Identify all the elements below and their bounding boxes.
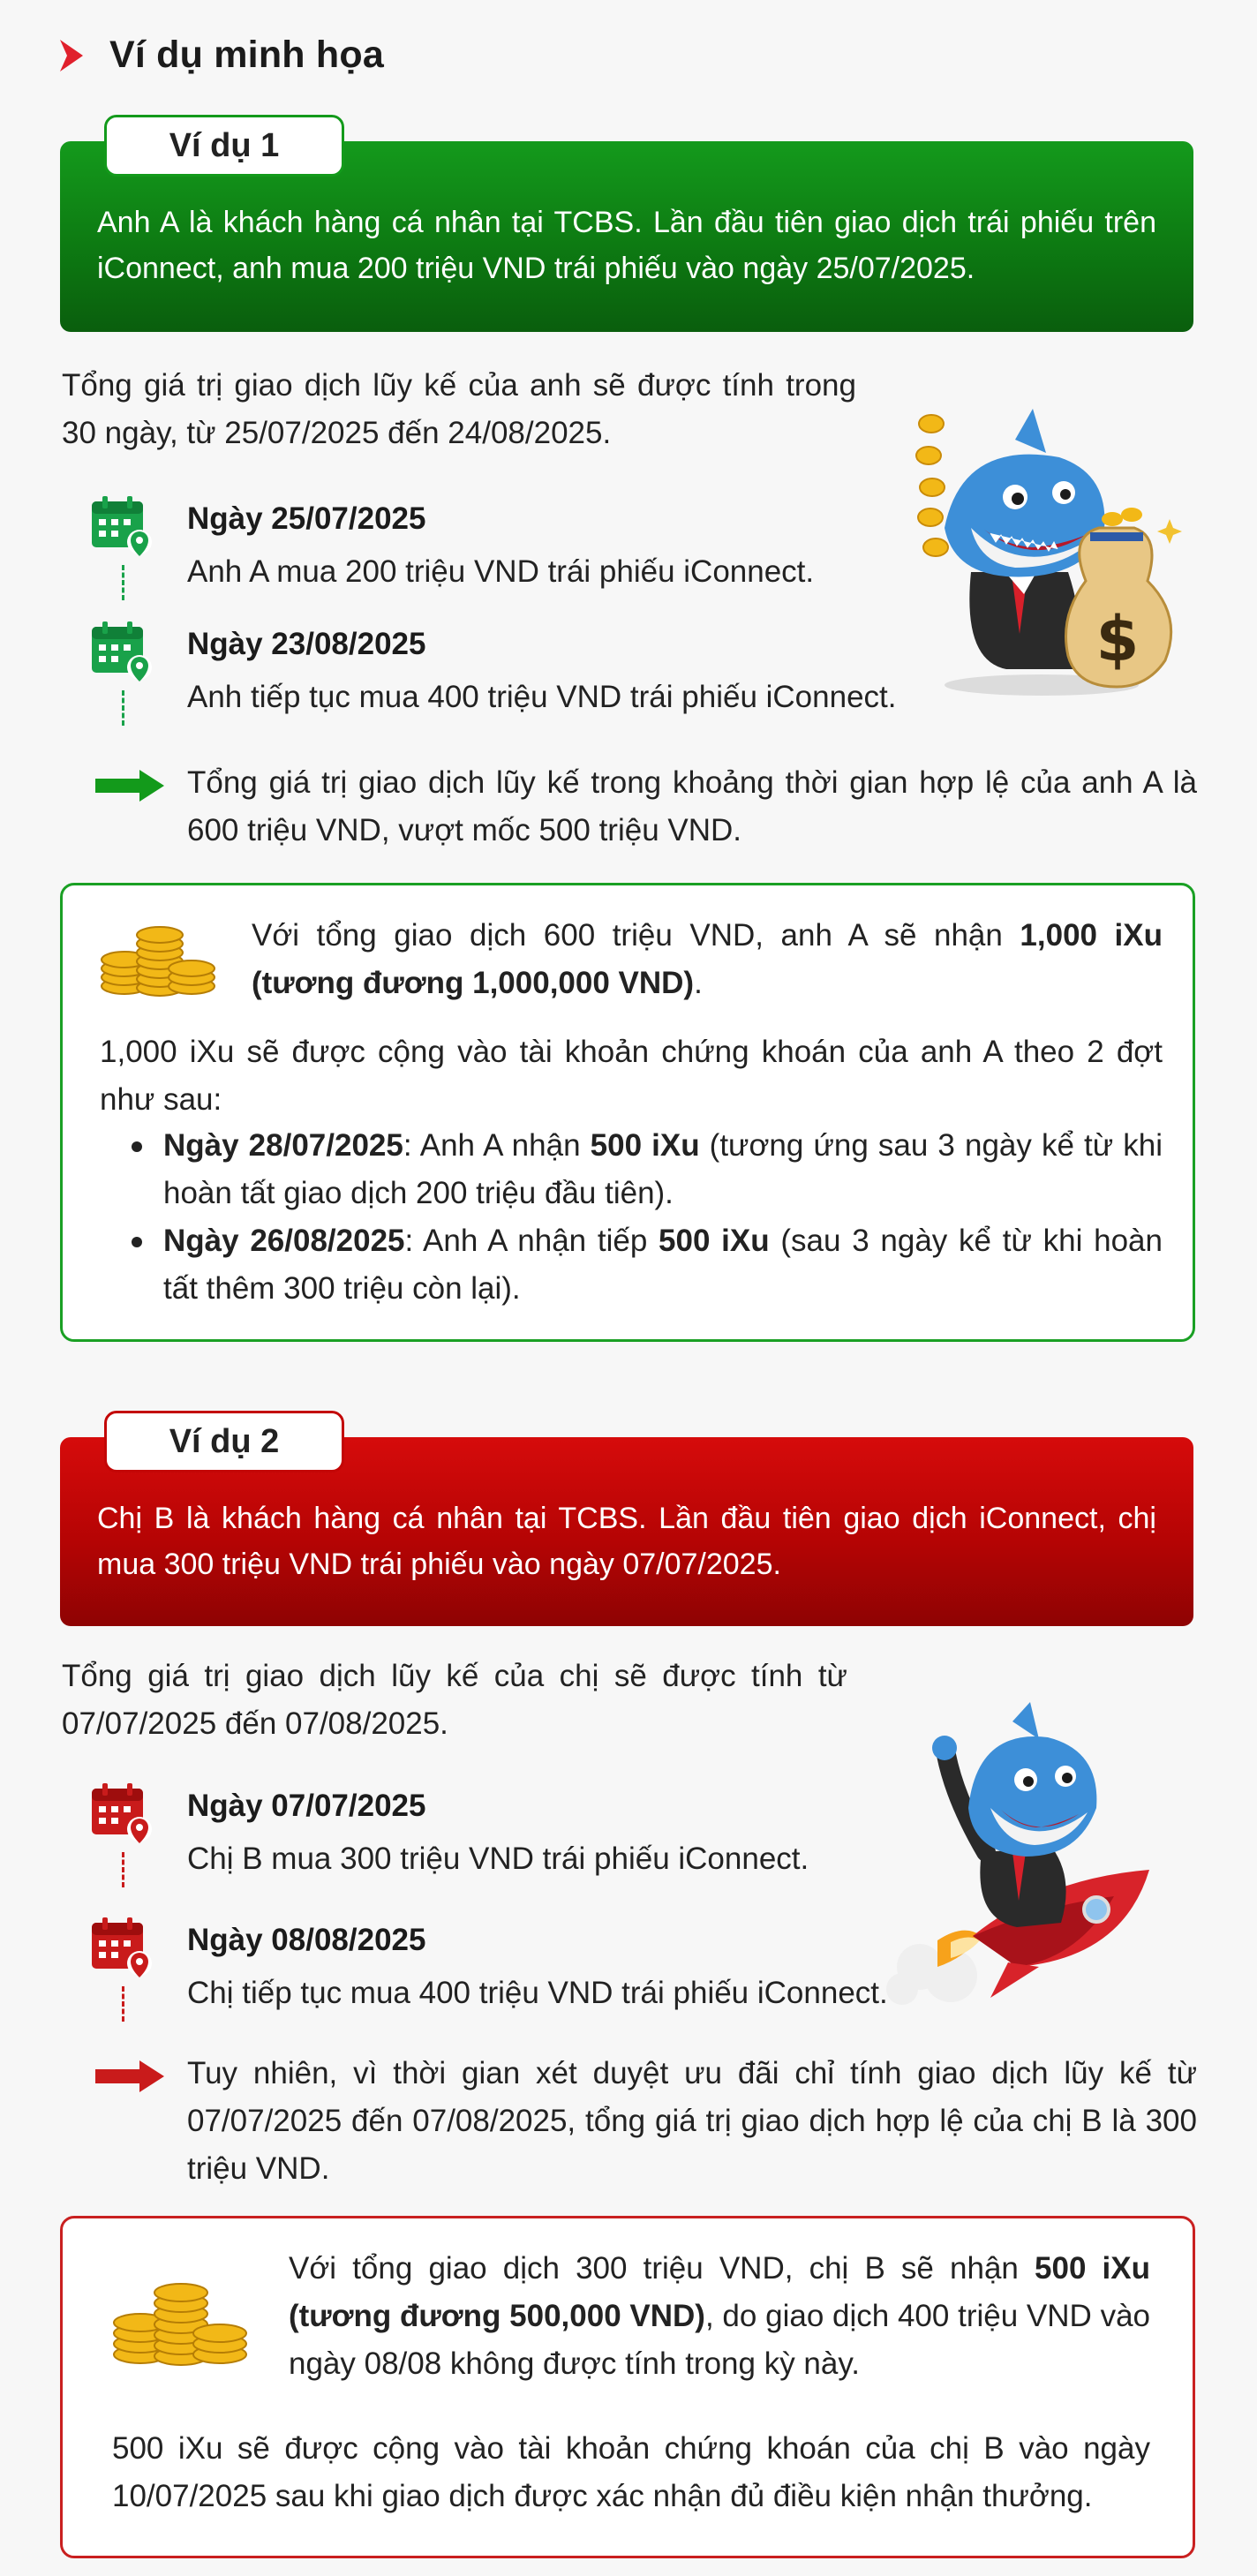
timeline-date: Ngày 07/07/2025	[187, 1789, 426, 1823]
calendar-icon	[88, 493, 155, 560]
timeline-desc: Chị B mua 300 triệu VND trái phiếu iConnect.	[187, 1842, 809, 1876]
reward-amount: 500 iXu (tương đương 500,000 VND)	[289, 2251, 1150, 2333]
example-1-banner	[60, 127, 1193, 332]
arrow-right-icon	[94, 768, 166, 803]
timeline-date: Ngày 08/08/2025	[187, 1923, 426, 1957]
list-item: Ngày 28/07/2025: Anh A nhận 500 iXu (tương ứng sau 3 ngày kể từ khi hoàn tất giao dịch 200 triệu đầu tiên).	[128, 1122, 1163, 1217]
example-2-tab: Ví dụ 2	[104, 1411, 344, 1473]
section-heading	[56, 34, 384, 77]
example-1-banner-text: Anh A là khách hàng cá nhân tại TCBS. Lần đầu tiên giao dịch trái phiếu trên iConnect, anh mua 200 triệu VND trái phiếu vào ngày 25/07/2025.	[97, 206, 1156, 285]
example-1-intro: Tổng giá trị giao dịch lũy kế của anh sẽ được tính trong 30 ngày, từ 25/07/2025 đến 24/08/2025.	[62, 368, 856, 450]
timeline-date: Ngày 25/07/2025	[187, 501, 426, 536]
timeline-item	[88, 618, 1201, 733]
reward-summary: Với tổng giao dịch 300 triệu VND, chị B sẽ nhận 500 iXu (tương đương 500,000 VND), do giao dịch 400 triệu VND vào ngày 08/08 không được tính trong kỳ này.	[289, 2251, 1151, 2381]
reward-schedule-text: 500 iXu sẽ được cộng vào tài khoản chứng khoán của chị B vào ngày 10/07/2025 sau khi giao dịch được xác nhận đủ điều kiện nhận thưởng.	[112, 2431, 1150, 2513]
example-1-conclusion	[88, 759, 1197, 855]
example-2-intro: Tổng giá trị giao dịch lũy kế của chị sẽ được tính từ 07/07/2025 đến 07/08/2025.	[62, 1659, 847, 1741]
calendar-icon	[88, 618, 155, 685]
timeline-connector	[122, 565, 124, 600]
example-2-banner	[60, 1423, 1193, 1626]
calendar-icon	[88, 1780, 155, 1847]
conclusion-text: Tuy nhiên, vì thời gian xét duyệt ưu đãi chỉ tính giao dịch lũy kế từ 07/07/2025 đến 07/08/2025, tổng giá trị giao dịch hợp lệ của chị B là 300 triệu VND.	[187, 2056, 1197, 2186]
arrow-right-icon	[94, 2059, 166, 2094]
timeline-date: Ngày 23/08/2025	[187, 627, 426, 661]
example-2-conclusion	[88, 2050, 1197, 2193]
list-item: Ngày 26/08/2025: Anh A nhận tiếp 500 iXu (sau 3 ngày kể từ khi hoàn tất thêm 300 triệu còn lại).	[128, 1217, 1163, 1313]
timeline-desc: Chị tiếp tục mua 400 triệu VND trái phiếu iConnect.	[187, 1976, 888, 2010]
svg-text:$: $	[1095, 603, 1140, 675]
page-title: Ví dụ minh họa	[109, 34, 384, 76]
calendar-icon	[88, 1914, 155, 1981]
chevron-right-icon	[56, 38, 87, 73]
coins-icon	[98, 915, 218, 1000]
reward-schedule-list	[128, 1122, 1163, 1313]
timeline-connector	[122, 690, 124, 726]
example-2-banner-text: Chị B là khách hàng cá nhân tại TCBS. Lần đầu tiên giao dịch iConnect, chị mua 300 triệu VND trái phiếu vào ngày 07/07/2025.	[97, 1502, 1156, 1581]
example-2-reward-box	[60, 2216, 1195, 2558]
timeline-desc: Anh A mua 200 triệu VND trái phiếu iConnect.	[187, 554, 815, 589]
timeline-connector	[122, 1986, 124, 2022]
timeline-item	[88, 493, 1201, 607]
timeline-connector	[122, 1852, 124, 1887]
timeline-item	[88, 1914, 1201, 2029]
reward-schedule-intro: 1,000 iXu sẽ được cộng vào tài khoản chứng khoán của anh A theo 2 đợt như sau:	[100, 1035, 1163, 1117]
reward-summary: Với tổng giao dịch 600 triệu VND, anh A sẽ nhận 1,000 iXu (tương đương 1,000,000 VND).	[252, 918, 1163, 1000]
timeline-item	[88, 1780, 1201, 1894]
coins-icon	[110, 2270, 252, 2369]
reward-amount: 1,000 iXu (tương đương 1,000,000 VND)	[252, 918, 1163, 1000]
example-1-reward-box	[60, 883, 1195, 1342]
example-1-tab: Ví dụ 1	[104, 115, 344, 177]
conclusion-text: Tổng giá trị giao dịch lũy kế trong khoảng thời gian hợp lệ của anh A là 600 triệu VND, vượt mốc 500 triệu VND.	[187, 765, 1197, 847]
timeline-desc: Anh tiếp tục mua 400 triệu VND trái phiếu iConnect.	[187, 680, 897, 714]
